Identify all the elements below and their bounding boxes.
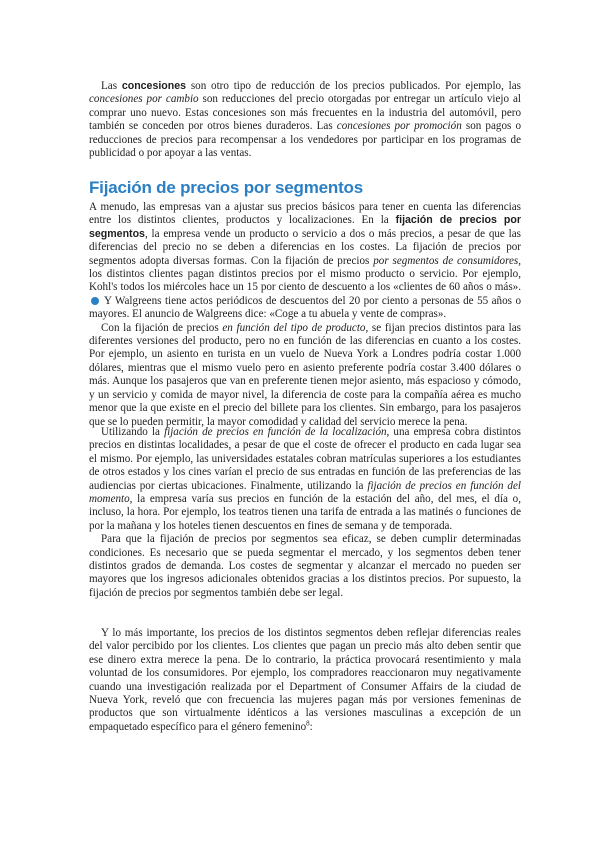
text-run: Con la fijación de precios bbox=[101, 321, 223, 334]
value-section bbox=[89, 627, 521, 734]
text-run: Utilizando la bbox=[101, 426, 165, 438]
paragraph-valor-percibido bbox=[89, 627, 521, 734]
text-run: , los distintos clientes pagan distintos precios por el mismo producto o servicio. Por ejemplo, Kohl's todos los miércoles hace un 15 por ciento de descuento a los «clientes de 60 años o más». bbox=[89, 254, 521, 294]
paragraph-tipo-producto bbox=[89, 322, 521, 429]
paragraph-segmentos bbox=[89, 201, 521, 322]
link-marker-icon[interactable] bbox=[91, 297, 99, 305]
paragraph-concesiones bbox=[89, 80, 521, 160]
term-concesiones-por-cambio: concesiones por cambio bbox=[89, 93, 199, 106]
paragraph-localizacion bbox=[89, 426, 521, 533]
text-run: , una empresa cobra distintos precios en distintas localidades, a pesar de que el coste de ofrecer el producto en cada lugar sea el mismo. Por ejemplo, las universidades estatales cobran matrículas superiores a los estudiantes de otros estados y los cines varían el precio de sus entradas en función de las preferencias de las audiencias por ciertas ubicaciones. Finalmente, utilizando la bbox=[89, 426, 521, 492]
term-segmentos-consumidores: por segmentos de consumidores bbox=[373, 254, 519, 267]
segment-section bbox=[89, 201, 521, 429]
section-heading: Fijación de precios por segmentos bbox=[89, 178, 363, 197]
term-localizacion: fijación de precios en función de la localización bbox=[164, 426, 387, 438]
text-run: , se fijan precios distintos para las diferentes versiones del producto, pero no en función de las diferencias en cuanto a los costes. Por ejemplo, un asiento en turista en un vuelo de Nueva York a Londres podría costar 1.000 dólares, mientras que el mismo vuelo pero en asiento preferente podría costar 3.400 dólares o más. Aunque los pasajeros que van en preferente tienen mejor asiento, más espacioso y cómodo, y un servicio y comida de mayor nivel, la diferencia de coste para la compañía aérea es mucho menor que la que existe en el precio del billete para los clientes. Sin embargo, para los pasajeros que se lo pueden permitir, la mayor comodidad y calidad del servicio merece la pena. bbox=[89, 321, 521, 428]
text-run: son otro tipo de reducción de los precios publicados. Por ejemplo, las bbox=[186, 80, 521, 92]
text-run: Y Walgreens tiene actos periódicos de descuentos del 20 por ciento a personas de 55 años o mayores. El anuncio de Walgreens dice: «Coge a tu abuela y vente de compras». bbox=[89, 294, 521, 321]
text-run: Las bbox=[101, 80, 122, 92]
text-run: : bbox=[309, 720, 313, 733]
text-run: , la empresa varía sus precios en función de la estación del año, del mes, el día o, incluso, la hora. Por ejemplo, los teatros tienen una tarifa de entrada a las matinés o funciones de por la mañana y los hoteles tienen descuentos en fines de semana y de temporada. bbox=[89, 493, 521, 532]
text-run: A menudo, las empresas van a ajustar sus precios básicos para tener en cuenta las diferencias entre los distintos clientes, productos y localizaciones. En la bbox=[89, 201, 521, 227]
footnote-ref[interactable]: 8 bbox=[306, 719, 310, 728]
text-run: Y lo más importante, los precios de los distintos segmentos deben reflejar diferencias reales del valor percibido por los clientes. Los clientes que pagan un precio más alto deben sentir que ese dinero extra merece la pena. De lo contrario, la práctica provocará resentimiento y mala voluntad de los consumidores. Por ejemplo, los compradores reaccionaron muy negativamente cuando una investigación realizada por el Department of Consumer Affairs de la ciudad de Nueva York, reveló que con frecuencia las mujeres pagan más por versiones femeninas de productos que son virtualmente idénticos a las versiones masculinas a excepción de un empaquetado específico para el género femenino bbox=[89, 627, 521, 733]
term-tipo-producto: en función del tipo de producto bbox=[222, 321, 366, 334]
text-run: son reducciones del precio otorgadas por entregar un artículo viejo al comprar uno nuevo. Estas concesiones son más frecuentes en la industria del automóvil, pero también se conceden por otros bienes duraderos. Las bbox=[89, 93, 522, 133]
intro-section bbox=[89, 80, 521, 160]
paragraph-condiciones: Para que la fijación de precios por segmentos sea eficaz, se deben cumplir determinadas condiciones. Es necesario que se pueda segmentar el mercado, y los segmentos deben tener distintos grados de demanda. Los costes de segmentar y alcanzar el mercado no pueden ser mayores que los ingresos adicionales obtenidos gracias a los distintos precios. Por supuesto, la fijación de precios por segmentos también debe ser legal. bbox=[89, 533, 521, 599]
term-concesiones-por-promocion: concesiones por promoción bbox=[336, 120, 462, 133]
term-concesiones: concesiones bbox=[121, 80, 187, 92]
text-run: , la empresa vende un producto o servicio a dos o más precios, a pesar de que las diferencias del precio no se deben a diferencias en los costes. La fijación de precios por segmentos adopta diversas formas. Con la fijación de precios bbox=[89, 227, 521, 267]
term-momento: fijación de precios en función del momento bbox=[89, 479, 521, 506]
term-fijacion-por-segmentos: fijación de precios por segmentos bbox=[89, 214, 521, 240]
text-run: son pagos o reducciones de precios para recompensar a los vendedores por participar en los programas de publicidad o por apoyar a las ventas. bbox=[89, 120, 521, 160]
location-section bbox=[89, 426, 521, 600]
